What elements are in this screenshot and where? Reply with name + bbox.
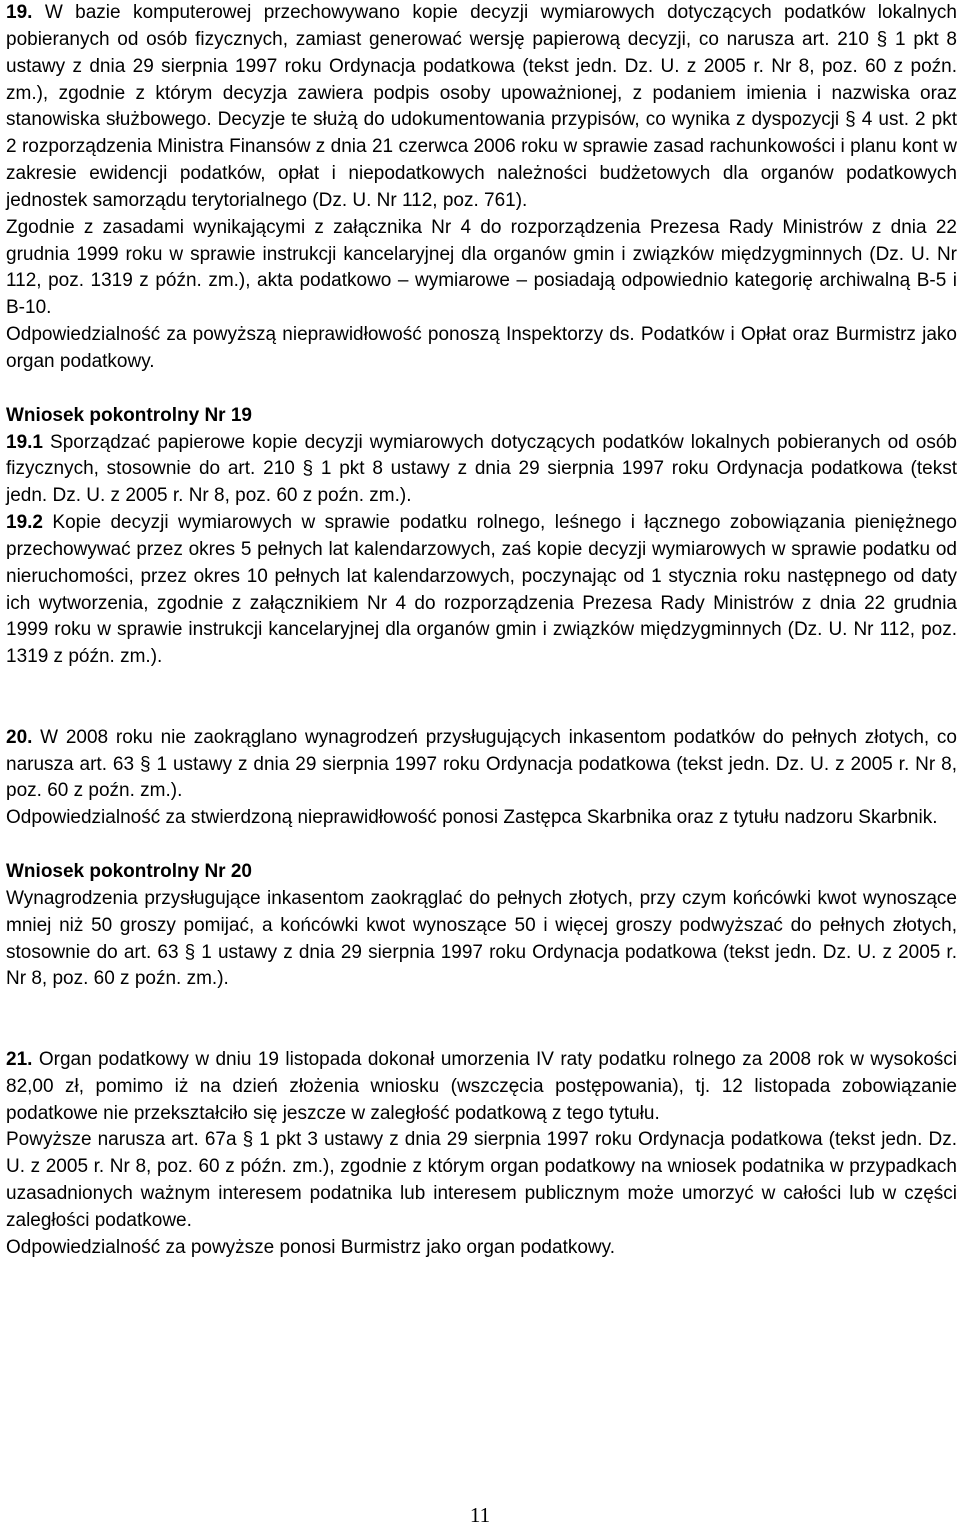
finding-21-legal-basis: Powyższe narusza art. 67a § 1 pkt 3 ustawy z dnia 29 sierpnia 1997 roku Ordynacja podatkowa (tekst jedn. Dz. U. z 2005 r. Nr 8, poz. 60 z późn. zm.), zgodnie z którym organ podatkowy na wniosek podatnika w przypadkach uzasadnionych ważnym interesem podatnika lub interesem publicznym może umorzyć w całości lub w części zaległości podatkowe. bbox=[6, 1129, 957, 1231]
recommendation-19-2 bbox=[6, 510, 957, 671]
finding-20-paragraph bbox=[6, 725, 957, 806]
finding-19-text: W bazie komputerowej przechowywano kopie decyzji wymiarowych dotyczących podatków lokalnych pobieranych od osób fizycznych, zamiast generować wersję papierową decyzji, co narusza art. 210 § 1 pkt 8 ustawy z dnia 29 sierpnia 1997 roku Ordynacja podatkowa (tekst jedn. Dz. U. z 2005 r. Nr 8, poz. 60 z poźn. zm.), zgodnie z którym decyzja zawiera podpis osoby upoważnionej, z podaniem imienia i nazwiska oraz stanowiska służbowego. Decyzje te służą do udokumentowania przypisów, co wynika z dyspozycji § 4 ust. 2 pkt 2 rozporządzenia Ministra Finansów z dnia 21 czerwca 2006 roku w sprawie zasad rachunkowości i planu kont w zakresie ewidencji podatków, opłat i niepodatkowych należności budżetowych dla organów podatkowych jednostek samorządu terytorialnego (Dz. U. Nr 112, poz. 761). bbox=[6, 2, 957, 211]
recommendation-19-heading: Wniosek pokontrolny Nr 19 bbox=[6, 404, 252, 426]
recommendation-19-2-label: 19.2 bbox=[6, 512, 43, 534]
recommendation-19-1 bbox=[6, 430, 957, 511]
finding-19-paragraph bbox=[6, 0, 957, 215]
recommendation-19-1-text: Sporządzać papierowe kopie decyzji wymiarowych dotyczących podatków lokalnych pobieranych od osób fizycznych, stosownie do art. 210 § 1 pkt 8 ustawy z dnia 29 sierpnia 1997 roku Ordynacja podatkowa (tekst jedn. Dz. U. z 2005 r. Nr 8, poz. 60 z poźn. zm.). bbox=[6, 431, 957, 507]
finding-21-text: Organ podatkowy w dniu 19 listopada dokonał umorzenia IV raty podatku rolnego za 2008 rok w wysokości 82,00 zł, pomimo iż na dzień złożenia wniosku (wszczęcia postępowania), tj. 12 listopada zobowiązanie podatkowe nie przekształciło się jeszcze w zaległość podatkową z tego tytułu. bbox=[6, 1048, 957, 1124]
recommendation-20-text: Wynagrodzenia przysługujące inkasentom zaokrąglać do pełnych złotych, przy czym końcówki kwot wynoszące mniej niż 50 groszy pomijać, a końcówki kwot wynoszące 50 i więcej groszy podwyższać do pełnych złotych, stosownie do art. 63 § 1 ustawy z dnia 29 sierpnia 1997 roku Ordynacja podatkowa (tekst jedn. Dz. U. z 2005 r. Nr 8, poz. 60 z poźn. zm.). bbox=[6, 887, 957, 990]
recommendation-19-2-text: Kopie decyzji wymiarowych w sprawie podatku rolnego, leśnego i łącznego zobowiązania pieniężnego przechowywać przez okres 5 pełnych lat kalendarzowych, zaś kopie decyzji wymiarowych w sprawie podatku od nieruchomości, przez okres 10 pełnych lat kalendarzowych, poczynając od 1 stycznia roku następnego od daty ich wytworzenia, zgodnie z załącznikiem Nr 4 do rozporządzenia Prezesa Rady Ministrów z dnia 22 grudnia 1999 roku w sprawie instrukcji kancelaryjnej dla organów gmin i związków międzygminnych (Dz. U. Nr 112, poz. 1319 z późn. zm.). bbox=[6, 512, 957, 668]
finding-21-number: 21. bbox=[6, 1048, 33, 1070]
finding-19-responsibility: Odpowiedzialność za powyższą nieprawidłowość ponoszą Inspektorzy ds. Podatków i Opłat oraz Burmistrz jako organ podatkowy. bbox=[6, 324, 957, 372]
finding-20-text: W 2008 roku nie zaokrąglano wynagrodzeń przysługujących inkasentom podatków do pełnych złotych, co narusza art. 63 § 1 ustawy z dnia 29 sierpnia 1997 roku Ordynacja podatkowa (tekst jedn. Dz. U. z 2005 r. Nr 8, poz. 60 z poźn. zm.). bbox=[6, 726, 957, 802]
document-page bbox=[6, 0, 957, 1262]
recommendation-20-heading: Wniosek pokontrolny Nr 20 bbox=[6, 861, 252, 882]
recommendation-19-1-label: 19.1 bbox=[6, 431, 43, 453]
finding-21-responsibility: Odpowiedzialność za powyższe ponosi Burmistrz jako organ podatkowy. bbox=[6, 1236, 616, 1258]
finding-19-number: 19. bbox=[6, 2, 33, 23]
finding-20-number: 20. bbox=[6, 726, 33, 748]
page-number: 11 bbox=[469, 1503, 491, 1527]
finding-21-paragraph bbox=[6, 1047, 957, 1128]
finding-20-responsibility: Odpowiedzialność za stwierdzoną nieprawidłowość ponosi Zastępca Skarbnika oraz z tytułu nadzoru Skarbnik. bbox=[6, 807, 938, 829]
finding-19-archive-paragraph: Zgodnie z zasadami wynikającymi z załącznika Nr 4 do rozporządzenia Prezesa Rady Ministrów z dnia 22 grudnia 1999 roku w sprawie instrukcji kancelaryjnej dla organów gmin i związków międzygminnych (Dz. U. Nr 112, poz. 1319 z późn. zm.), akta podatkowo – wymiarowe – posiadają odpowiednio kategorię archiwalną B-5 i B-10. bbox=[6, 216, 957, 319]
